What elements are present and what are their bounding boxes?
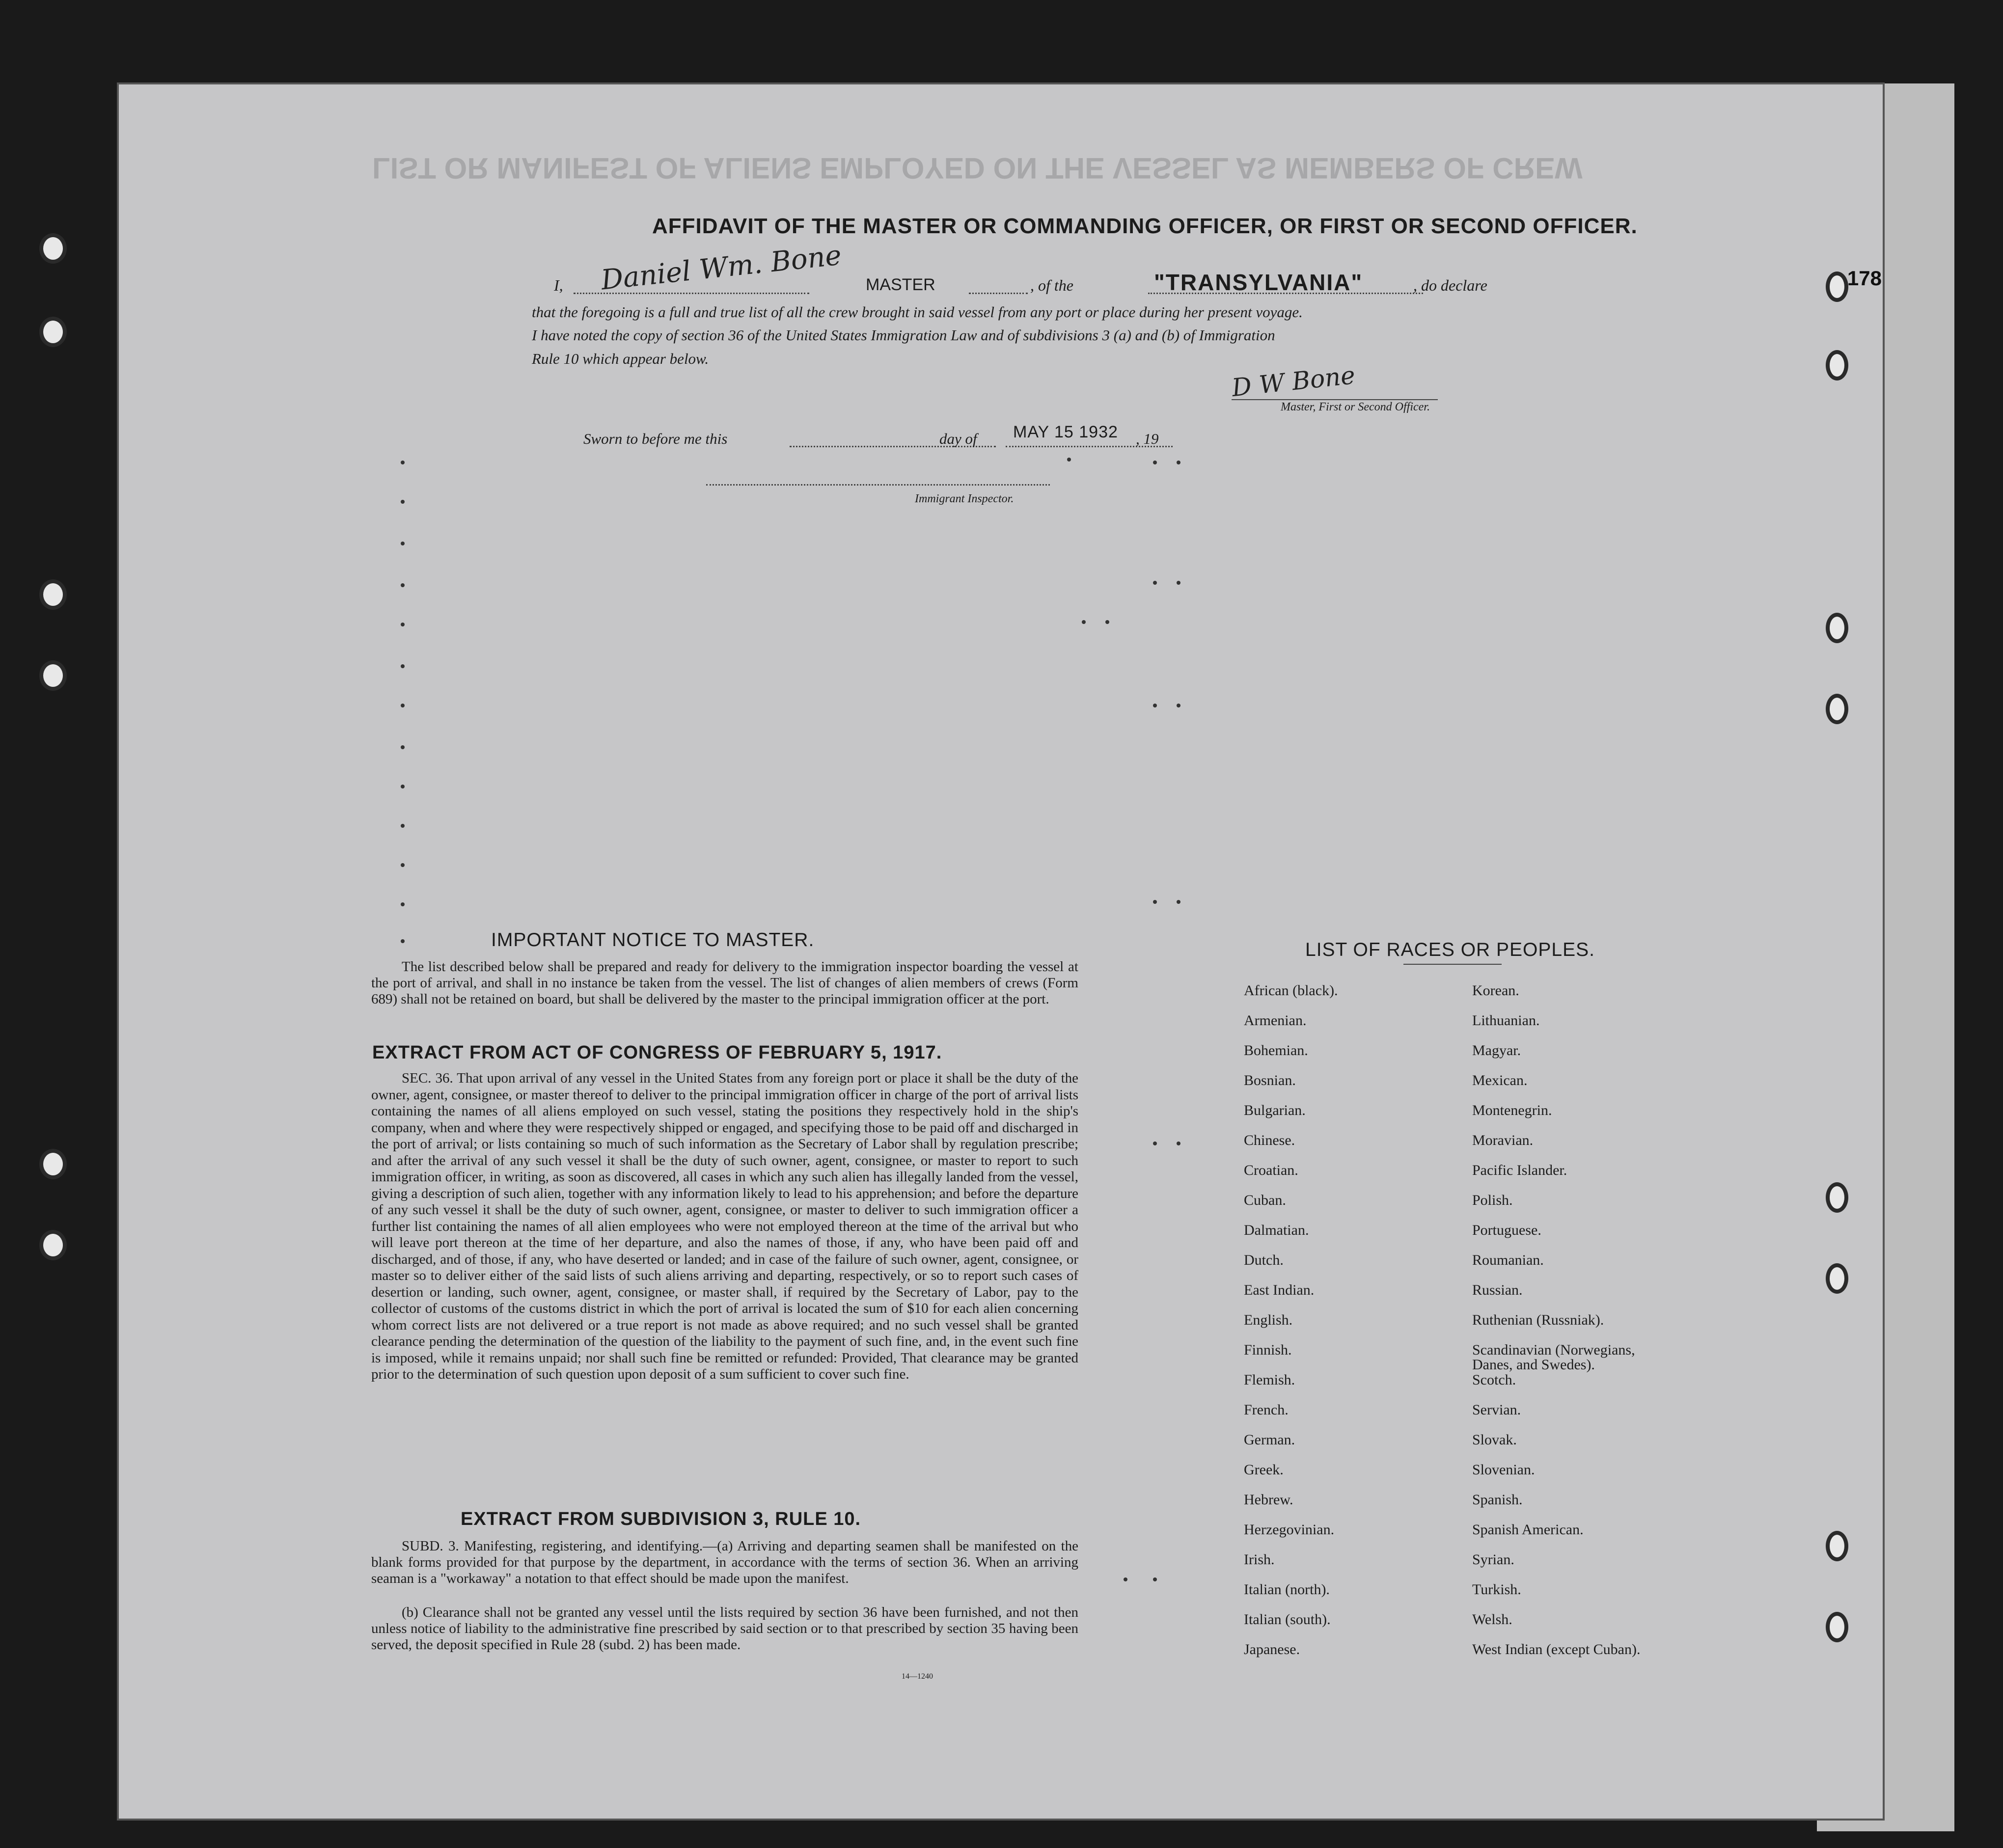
race-item: Roumanian. [1472, 1252, 1544, 1268]
race-item: Croatian. [1244, 1162, 1298, 1178]
page-number: 178 [1847, 267, 1882, 290]
table-dot [1082, 620, 1086, 624]
table-dot [1177, 581, 1180, 585]
race-item: Chinese. [1244, 1132, 1295, 1148]
table-dot [401, 704, 405, 707]
race-item: Polish. [1472, 1192, 1513, 1208]
race-item: Bosnian. [1244, 1072, 1296, 1088]
race-item: Dutch. [1244, 1252, 1284, 1268]
race-item: Bulgarian. [1244, 1102, 1306, 1118]
table-dot [1153, 704, 1157, 707]
race-item: Irish. [1244, 1551, 1275, 1568]
table-dot [1177, 461, 1180, 464]
extract-rule-title: EXTRACT FROM SUBDIVISION 3, RULE 10. [461, 1509, 861, 1529]
table-dot [1177, 900, 1180, 904]
race-item: Turkish. [1472, 1581, 1521, 1598]
race-item: Hebrew. [1244, 1492, 1293, 1508]
race-item: Dalmatian. [1244, 1222, 1309, 1238]
race-item: Montenegrin. [1472, 1102, 1552, 1118]
rank-line [969, 293, 1028, 294]
race-item: Italian (south). [1244, 1611, 1331, 1628]
table-dot [401, 745, 405, 749]
do-declare-text: , do declare [1413, 276, 1487, 294]
extract-act-text: SEC. 36. That upon arrival of any vessel in the United States from any foreign port or place it shall be the duty of the owner, agent, consignee, or master thereof to deliver to the principal immigration officer in charge of the port of arrival lists containing the names of all aliens employed on such vessel, stating the positions they respectively hold in the ship's company, when and where they were respectively shipped or engaged, and specifying those to be paid off and discharged in the port of arrival; or lists containing so much of such information as the Secretary of Labor shall by regulation prescribe; and after the arrival of any such vessel it shall be the duty of such owner, agent, consignee, or master to report to such immigration officer, in writing, as soon as discovered, all cases in which any such alien has illegally landed from the vessel, giving a description of such alien, together with any information likely to lead to his apprehension; and before the departure of any such vessel it shall be the duty of such owner, agent, consignee, or master to deliver to such immigration officer a further list containing the names of all alien employees who were not employed thereon at the time of the arrival but who will leave port thereon at the time of her departure, and also the names of those, if any, who have been paid off and discharged, and of those, if any, who have deserted or landed; and in case of the failure of such owner, agent, consignee, or master so to deliver either of the said lists of such aliens arriving and departing, respectively, or so to report such cases of desertion or landing, such owner, agent, consignee, or master shall, if required by the Secretary of Labor, pay to the collector of customs of the customs district in which the port of arrival is located the sum of $10 for each alien concerning whom correct lists are not delivered or a true report is not made as above required; and no such vessel shall be granted clearance pending the determination of the question of the liability to the payment of such fine, and, in the event such fine is imposed, while it remains unpaid; nor shall such fine be remitted or refunded: Provided, That clearance may be granted prior to the determination of such question upon deposit of a sum sufficient to cover such fine. [371, 1070, 1078, 1382]
vessel-line [1148, 293, 1423, 294]
races-column-2 [1472, 983, 1708, 1672]
day-of-text: day of [939, 430, 977, 447]
inspector-caption: Immigrant Inspector. [915, 492, 1014, 505]
signature-line [1232, 399, 1438, 400]
race-item: African (black). [1244, 982, 1338, 999]
notice-title: IMPORTANT NOTICE TO MASTER. [491, 929, 815, 951]
races-column-1 [1244, 983, 1450, 1672]
inspector-line [706, 484, 1050, 486]
binder-hole [1826, 613, 1848, 643]
race-item: Slovenian. [1472, 1462, 1535, 1478]
officer-caption: Master, First or Second Officer. [1281, 401, 1430, 413]
notice-text: The list described below shall be prepared and ready for delivery to the immigration inspector boarding the vessel at the port of arrival, and shall in no instance be taken from the vessel. The list of changes of alien members of crews (Form 689) shall not be retained on board, but shall be delivered by the master to the principal immigration officer at the port. [371, 959, 1078, 1007]
race-item: Herzegovinian. [1244, 1522, 1335, 1538]
date-stamp: MAY 15 1932 [1013, 423, 1118, 441]
of-the-text: , of the [1030, 276, 1073, 294]
race-item: Italian (north). [1244, 1581, 1330, 1598]
binder-hole [1826, 1612, 1848, 1642]
race-item: French. [1244, 1402, 1289, 1418]
race-item: Japanese. [1244, 1641, 1300, 1658]
name-line [574, 293, 809, 294]
race-item: Magyar. [1472, 1042, 1521, 1059]
i-label: I, [554, 276, 563, 294]
extract-act-title: EXTRACT FROM ACT OF CONGRESS OF FEBRUARY 5, 1917. [372, 1042, 942, 1063]
race-item: Ruthenian (Russniak). [1472, 1312, 1604, 1328]
binder-hole [39, 233, 67, 264]
officer-signature: D W Bone [1230, 360, 1357, 403]
binder-hole [1826, 272, 1848, 302]
race-item: Spanish American. [1472, 1522, 1584, 1538]
race-item: Cuban. [1244, 1192, 1286, 1208]
affidavit-line-2: that the foregoing is a full and true list of all the crew brought in said vessel from any port or place during her present voyage. [532, 303, 1303, 321]
table-dot [1153, 1577, 1157, 1581]
race-item: Welsh. [1472, 1611, 1512, 1628]
rank-text: MASTER [866, 275, 935, 294]
race-item: Scandinavian (Norwegians, Danes, and Swedes). [1472, 1342, 1635, 1373]
race-item: Finnish. [1244, 1342, 1292, 1358]
table-dot [1177, 704, 1180, 707]
table-dot [401, 939, 405, 943]
bleed-through-text: LIST OR MANIFEST OF ALIENS EMPLOYED ON THE VESSEL AS MEMBERS OF CREW [372, 152, 1583, 185]
table-dot [401, 785, 405, 788]
race-item: German. [1244, 1432, 1295, 1448]
race-item: Spanish. [1472, 1492, 1523, 1508]
table-dot [1153, 1141, 1157, 1145]
table-dot [401, 863, 405, 867]
race-item: Scotch. [1472, 1372, 1516, 1388]
form-code: 14—1240 [902, 1672, 933, 1681]
binder-hole [39, 579, 67, 610]
race-item: Mexican. [1472, 1072, 1528, 1088]
race-item: West Indian (except Cuban). [1472, 1641, 1641, 1658]
table-dot [401, 902, 405, 906]
race-item: Armenian. [1244, 1012, 1307, 1029]
table-dot [401, 461, 405, 464]
race-item: East Indian. [1244, 1282, 1315, 1298]
race-item: Slovak. [1472, 1432, 1517, 1448]
race-item: Russian. [1472, 1282, 1523, 1298]
table-dot [401, 824, 405, 828]
table-dot [1153, 461, 1157, 464]
race-item: Syrian. [1472, 1551, 1514, 1568]
races-title: LIST OF RACES OR PEOPLES. [1305, 939, 1595, 960]
extract-rule-text-a: SUBD. 3. Manifesting, registering, and identifying.—(a) Arriving and departing seamen shall be manifested on the blank forms provided for that purpose by the department, in accordance with the terms of section 36. When an arriving seaman is a "workaway" a notation to that effect should be made upon the manifest. [371, 1538, 1078, 1586]
race-item: Pacific Islander. [1472, 1162, 1567, 1178]
table-dot [401, 623, 405, 626]
vessel-name: "TRANSYLVANIA" [1154, 270, 1363, 295]
race-item: Bohemian. [1244, 1042, 1308, 1059]
table-dot [1153, 581, 1157, 585]
race-item: Portuguese. [1472, 1222, 1541, 1238]
table-dot [1124, 1577, 1127, 1581]
binder-hole [1826, 1182, 1848, 1213]
races-underline [1403, 964, 1502, 965]
binder-hole [39, 660, 67, 691]
year-suffix: , 19 [1136, 430, 1159, 447]
master-signature: Daniel Wm. Bone [599, 239, 843, 297]
table-dot [401, 664, 405, 668]
table-dot [1177, 1141, 1180, 1145]
document-page [117, 82, 1885, 1821]
extract-rule-text-b: (b) Clearance shall not be granted any vessel until the lists required by section 36 have been furnished, and not then unless notice of liability to the administrative fine prescribed by said section or to that prescribed by section 35 having been served, the deposit specified in Rule 28 (subd. 2) has been made. [371, 1604, 1078, 1653]
race-item: Servian. [1472, 1402, 1521, 1418]
binder-hole [39, 1149, 67, 1179]
affidavit-line-3: I have noted the copy of section 36 of the United States Immigration Law and of subdivisions 3 (a) and (b) of Immigration [532, 326, 1275, 344]
table-dot [401, 542, 405, 545]
table-dot [1153, 900, 1157, 904]
race-item: Greek. [1244, 1462, 1284, 1478]
race-item: English. [1244, 1312, 1293, 1328]
binder-hole [39, 317, 67, 347]
table-dot [401, 500, 405, 504]
binder-hole [1826, 350, 1848, 380]
binder-hole [1826, 1531, 1848, 1561]
race-item: Flemish. [1244, 1372, 1295, 1388]
table-dot [401, 583, 405, 587]
race-item: Lithuanian. [1472, 1012, 1540, 1029]
affidavit-line-4: Rule 10 which appear below. [532, 350, 709, 367]
binder-hole [1826, 694, 1848, 724]
table-dot [1105, 620, 1109, 624]
affidavit-title: AFFIDAVIT OF THE MASTER OR COMMANDING OFFICER, OR FIRST OR SECOND OFFICER. [652, 214, 1638, 238]
binder-hole [1826, 1263, 1848, 1294]
race-item: Korean. [1472, 982, 1519, 999]
race-item: Moravian. [1472, 1132, 1534, 1148]
binder-hole [39, 1230, 67, 1260]
table-dot [1067, 458, 1071, 462]
sworn-text: Sworn to before me this [583, 430, 728, 447]
